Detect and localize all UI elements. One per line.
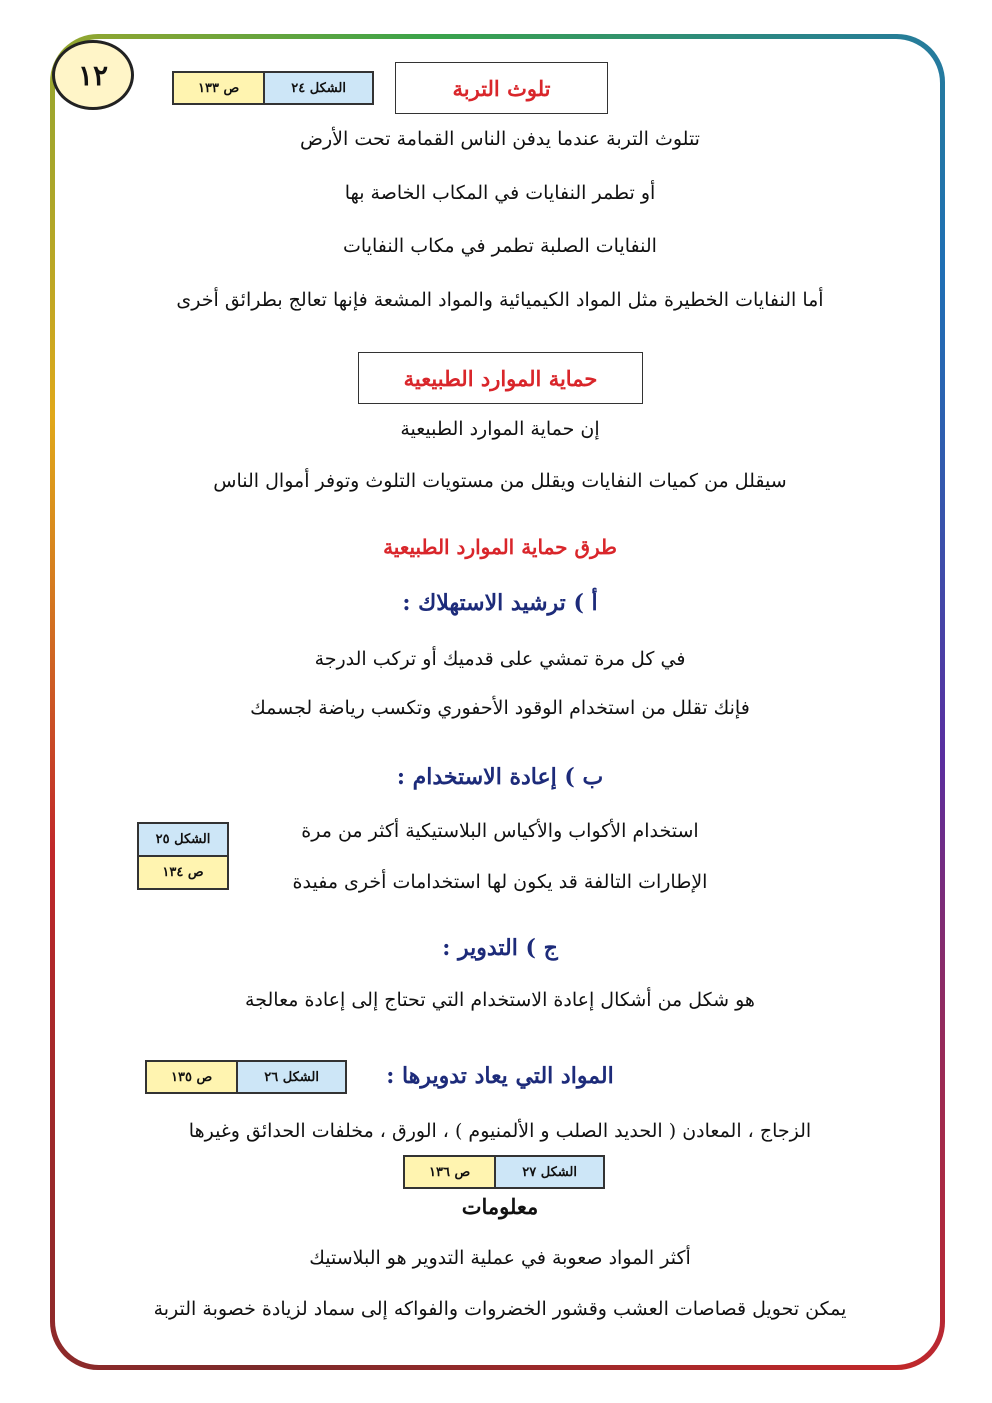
page-label: ص ١٣٥ bbox=[147, 1062, 236, 1092]
protection-line-1: إن حماية الموارد الطبيعية bbox=[400, 418, 600, 440]
page-number-badge: ١٢ bbox=[52, 40, 134, 110]
page-label: ص ١٣٣ bbox=[174, 73, 263, 103]
section-title-resource-protection: حماية الموارد الطبيعية bbox=[358, 352, 643, 404]
figure-ref-24 bbox=[172, 71, 374, 105]
figure-label: الشكل ٢٤ bbox=[263, 73, 372, 103]
method-b-line-2: الإطارات التالفة قد يكون لها استخدامات أخرى مفيدة bbox=[292, 871, 708, 893]
figure-ref-25 bbox=[137, 822, 229, 890]
info-line-1: أكثر المواد صعوبة في عملية التدوير هو البلاستيك bbox=[309, 1247, 691, 1269]
figure-ref-26 bbox=[145, 1060, 347, 1094]
recyclable-heading: المواد التي يعاد تدويرها : bbox=[386, 1063, 614, 1089]
soil-line-1: تتلوث التربة عندما يدفن الناس القمامة تحت الأرض bbox=[300, 128, 700, 150]
info-line-2: يمكن تحويل قصاصات العشب وقشور الخضروات والفواكه إلى سماد لزيادة خصوبة التربة bbox=[153, 1298, 847, 1320]
page-label: ص ١٣٦ bbox=[405, 1157, 494, 1187]
method-b-heading: ب ) إعادة الاستخدام : bbox=[396, 764, 604, 790]
method-a-heading: أ ) ترشيد الاستهلاك : bbox=[402, 590, 598, 616]
figure-label: الشكل ٢٥ bbox=[139, 824, 227, 857]
figure-label: الشكل ٢٧ bbox=[494, 1157, 603, 1187]
soil-line-4: أما النفايات الخطيرة مثل المواد الكيميائية والمواد المشعة فإنها تعالج بطرائق أخرى bbox=[176, 289, 824, 311]
soil-line-3: النفايات الصلبة تطمر في مكاب النفايات bbox=[343, 235, 657, 257]
info-title: معلومات bbox=[461, 1194, 539, 1219]
method-a-line-2: فإنك تقلل من استخدام الوقود الأحفوري وتكسب رياضة لجسمك bbox=[250, 697, 750, 719]
protection-line-2: سيقلل من كميات النفايات ويقلل من مستويات التلوث وتوفر أموال الناس bbox=[213, 470, 787, 492]
method-a-line-1: في كل مرة تمشي على قدميك أو تركب الدرجة bbox=[314, 648, 686, 670]
method-c-heading: ج ) التدوير : bbox=[442, 935, 558, 961]
figure-label: الشكل ٢٦ bbox=[236, 1062, 345, 1092]
method-c-line-1: هو شكل من أشكال إعادة الاستخدام التي تحتاج إلى إعادة معالجة bbox=[245, 989, 755, 1011]
methods-title: طرق حماية الموارد الطبيعية bbox=[383, 535, 617, 559]
section-title-soil-pollution: تلوث التربة bbox=[395, 62, 608, 114]
figure-ref-27 bbox=[403, 1155, 605, 1189]
page-label: ص ١٣٤ bbox=[139, 857, 227, 888]
method-b-line-1: استخدام الأكواب والأكياس البلاستيكية أكثر من مرة bbox=[301, 820, 699, 842]
soil-line-2: أو تطمر النفايات في المكاب الخاصة بها bbox=[344, 182, 656, 204]
recyclable-list: الزجاج ، المعادن ( الحديد الصلب و الألمنيوم ) ، الورق ، مخلفات الحدائق وغيرها bbox=[188, 1120, 812, 1142]
